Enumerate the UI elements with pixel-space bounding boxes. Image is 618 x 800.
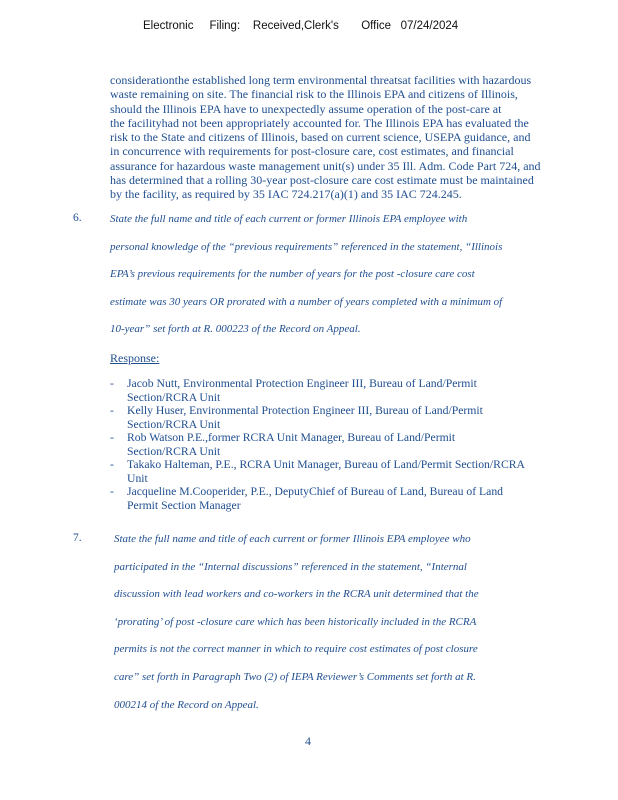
paragraph-line: should the Illinois EPA have to unexpectedly assume operation of the post-care at: [110, 101, 502, 116]
paragraph-line: by the facility, as required by 35 IAC 724.217(a)(1) and 35 IAC 724.245.: [110, 187, 462, 202]
response-list: [110, 377, 590, 512]
paragraph-line: in concurrence with requirements for post-closure care, cost estimates, and financial: [110, 144, 514, 159]
question-line: 10-year” set forth at R. 000223 of the Record on Appeal.: [110, 323, 361, 335]
response-heading: Response:: [110, 351, 160, 365]
question-line: personal knowledge of the “previous requirements” referenced in the statement, “Illinois: [110, 241, 503, 253]
list-item: - Rob Watson P.E.,former RCRA Unit Manager, Bureau of Land/Permit Section/RCRA Unit: [110, 431, 456, 458]
question-line: ‘prorating’ of post -closure care which has been historically included in the RCRA: [114, 616, 477, 628]
question-line: discussion with lead workers and co-workers in the RCRA unit determined that the: [114, 588, 479, 600]
paragraph-line: the facilityhad not been appropriately accounted for. The Illinois EPA has evaluated the: [110, 115, 529, 130]
question-line: EPA’s previous requirements for the number of years for the post -closure care cost: [110, 268, 475, 280]
paragraph-line: risk to the State and citizens of Illinois, based on current science, USEPA guidance, and: [110, 130, 531, 145]
list-item: - Jacqueline M.Cooperider, P.E., DeputyChief of Bureau of Land, Bureau of Land Permit Section Manager: [110, 485, 504, 512]
list-item: - Jacob Nutt, Environmental Protection Engineer III, Bureau of Land/Permit Section/RCRA Unit: [110, 377, 477, 404]
paragraph-line: waste remaining on site. The financial risk to the Illinois EPA and citizens of Illinois,: [110, 87, 518, 102]
question-line: State the full name and title of each current or former Illinois EPA employee with: [110, 213, 468, 225]
question-line: care” set forth in Paragraph Two (2) of IEPA Reviewer’s Comments set forth at R.: [114, 671, 476, 683]
page-number: 4: [305, 734, 311, 748]
paragraph-line: assurance for hazardous waste management unit(s) under 35 Ill. Adm. Code Part 724, and: [110, 158, 541, 173]
question-line: permits is not the correct manner in which to require cost estimates of post closure: [114, 643, 478, 655]
electronic-filing-stamp: Electronic Filing: Received,Clerk's Office 07/24/2024: [143, 20, 459, 32]
question-line: State the full name and title of each current or former Illinois EPA employee who: [114, 533, 471, 545]
list-item: - Kelly Huser, Environmental Protection Engineer III, Bureau of Land/Permit Section/RCRA Unit: [110, 404, 483, 431]
list-item: - Takako Halteman, P.E., RCRA Unit Manager, Bureau of Land/Permit Section/RCRA Unit: [110, 458, 525, 485]
body-paragraph: [110, 73, 590, 202]
question-number: 7.: [73, 532, 82, 544]
question-line: participated in the “Internal discussions” referenced in the statement, “Internal: [114, 561, 467, 573]
paragraph-line: has determined that a rolling 30-year post-closure care cost estimate must be maintained: [110, 173, 534, 188]
question-number: 6.: [73, 212, 82, 224]
question-line: 000214 of the Record on Appeal.: [114, 699, 259, 711]
question-line: estimate was 30 years OR prorated with a number of years completed with a minimum of: [110, 296, 503, 308]
paragraph-line: considerationthe established long term environmental threatsat facilities with hazardous: [110, 73, 532, 87]
